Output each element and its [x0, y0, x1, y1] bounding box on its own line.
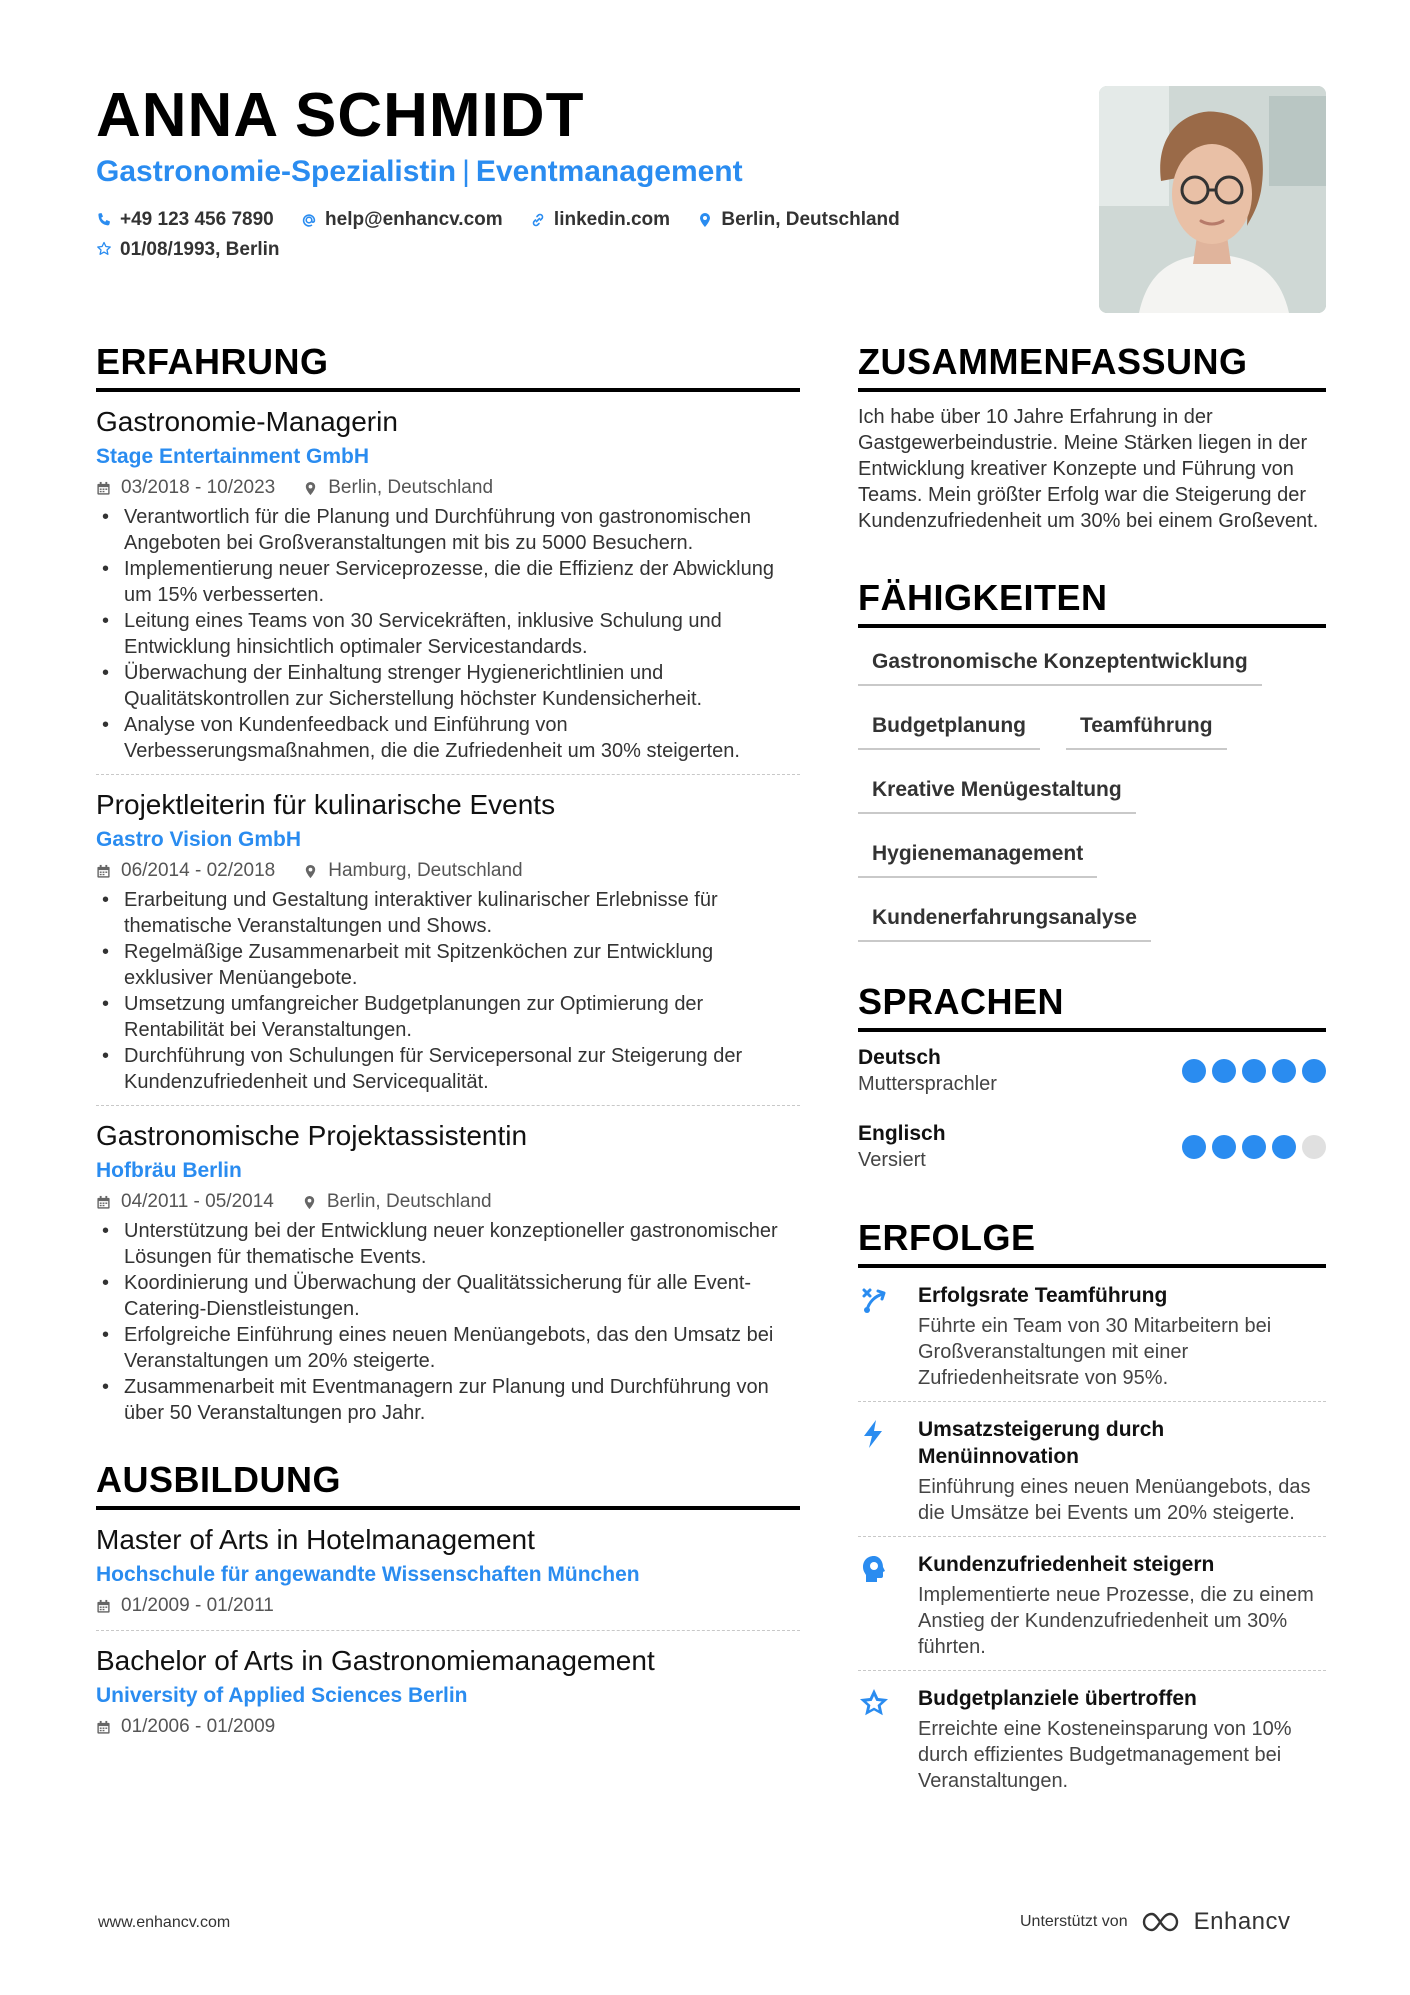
- title-part-1: Gastronomie-Spezialistin: [96, 155, 457, 188]
- location-pin-icon: [303, 481, 318, 496]
- job-location-text: Hamburg, Deutschland: [328, 860, 523, 881]
- job-meta: [96, 1188, 800, 1216]
- achievement-entry: [858, 1537, 1326, 1671]
- job-entry: [96, 392, 800, 775]
- email-text: help@enhancv.com: [325, 209, 503, 230]
- achievements-list: [858, 1268, 1326, 1804]
- job-entry: [96, 775, 800, 1106]
- team-progress-icon: [858, 1284, 890, 1316]
- education-dates-text: 01/2006 - 01/2009: [121, 1716, 276, 1737]
- job-meta: [96, 857, 800, 885]
- language-entry: [858, 1044, 1326, 1098]
- job-location-text: Berlin, Deutschland: [326, 1191, 492, 1212]
- education-dates-text: 01/2009 - 01/2011: [121, 1595, 274, 1616]
- phone-icon: [96, 212, 112, 228]
- skill-tag: Budgetplanung: [858, 702, 1040, 750]
- skill-tag: Teamführung: [1066, 702, 1227, 750]
- job-bullet: • Koordinierung und Überwachung der Qualitätssicherung für alle Event-Catering-Dienstleistungen.: [96, 1270, 800, 1322]
- job-bullet: • Umsetzung umfangreicher Budgetplanungen zur Optimierung der Rentabilität bei Veranstaltungen.: [96, 991, 800, 1043]
- job-bullet: • Unterstützung bei der Entwicklung neuer konzeptioneller gastronomischer Lösungen für thematische Events.: [96, 1218, 800, 1270]
- linkedin-text: linkedin.com: [553, 209, 671, 230]
- job-company: Hofbräu Berlin: [96, 1159, 242, 1182]
- education-degree: Master of Arts in Hotelmanagement: [96, 1524, 535, 1555]
- achievement-entry: [858, 1268, 1326, 1402]
- job-role: Gastronomische Projektassistentin: [96, 1120, 528, 1151]
- skills-list: [858, 638, 1326, 958]
- job-meta: [96, 474, 800, 502]
- job-bullets: [96, 1218, 800, 1426]
- summary-heading: ZUSAMMENFASSUNG: [858, 340, 1326, 392]
- language-name: Englisch: [858, 1122, 946, 1145]
- achievement-desc: Erreichte eine Kosteneinsparung von 10% durch effizientes Budgetmanagement bei Veranstaltungen.: [918, 1718, 1292, 1792]
- location-text: Berlin, Deutschland: [721, 209, 900, 230]
- language-level: Muttersprachler: [858, 1073, 997, 1095]
- footer-powered-by: [1020, 1908, 1291, 1936]
- calendar-icon: [96, 1599, 111, 1614]
- skill-tag: Kundenerfahrungsanalyse: [858, 894, 1151, 942]
- contact-info: [96, 206, 1096, 265]
- education-dates: [96, 1713, 275, 1741]
- job-dates-text: 04/2011 - 05/2014: [121, 1191, 274, 1212]
- education-heading: AUSBILDUNG: [96, 1458, 800, 1510]
- languages-heading: SPRACHEN: [858, 980, 1326, 1032]
- job-bullet: • Erarbeitung und Gestaltung interaktiver kulinarischer Erlebnisse für thematische Veranstaltungen und Shows.: [96, 887, 800, 939]
- candidate-title: [96, 154, 743, 190]
- head-idea-icon: [858, 1553, 890, 1585]
- education-list: [96, 1510, 800, 1751]
- infinity-logo-icon: [1140, 1910, 1186, 1934]
- skill-tag: Gastronomische Konzeptentwicklung: [858, 638, 1262, 686]
- rating-dot-filled: [1272, 1059, 1296, 1083]
- profile-photo: [1099, 86, 1326, 313]
- title-separator: |: [462, 155, 470, 188]
- contact-phone[interactable]: [96, 206, 274, 233]
- location-pin-icon: [302, 1195, 317, 1210]
- job-bullet: • Verantwortlich für die Planung und Durchführung von gastronomischen Angeboten bei Großveranstaltungen mit bis zu 5000 Besuchern.: [96, 504, 800, 556]
- footer-website[interactable]: www.enhancv.com: [98, 1914, 231, 1931]
- education-meta: [96, 1713, 800, 1741]
- job-bullet: • Zusammenarbeit mit Eventmanagern zur Planung und Durchführung von über 50 Veranstaltungen pro Jahr.: [96, 1374, 800, 1426]
- education-school: University of Applied Sciences Berlin: [96, 1684, 468, 1707]
- rating-dot-filled: [1182, 1135, 1206, 1159]
- lightning-icon: [858, 1418, 890, 1450]
- skills-heading: FÄHIGKEITEN: [858, 576, 1326, 628]
- education-entry: [96, 1631, 800, 1751]
- right-column: [858, 340, 1326, 1804]
- language-rating: [1176, 1059, 1326, 1083]
- job-bullet: • Überwachung der Einhaltung strenger Hygienerichtlinien und Qualitätskontrollen zur Sicherstellung höchster Kundensicherheit.: [96, 660, 800, 712]
- job-bullet: • Analyse von Kundenfeedback und Einführung von Verbesserungsmaßnahmen, die die Zufriedenheit um 30% steigerten.: [96, 712, 800, 764]
- brand-text: Enhancv: [1193, 1908, 1291, 1935]
- calendar-icon: [96, 481, 111, 496]
- rating-dot-filled: [1212, 1135, 1236, 1159]
- birth-text: 01/08/1993, Berlin: [120, 238, 280, 260]
- experience-list: [96, 392, 800, 1436]
- language-entry: [858, 1120, 1326, 1174]
- powered-by-text: Unterstützt von: [1020, 1913, 1128, 1930]
- job-dates: [96, 474, 275, 502]
- job-dates: [96, 857, 275, 885]
- left-column: [96, 340, 800, 1751]
- education-degree: Bachelor of Arts in Gastronomiemanagement: [96, 1645, 655, 1676]
- job-location: [303, 474, 493, 502]
- achievement-desc: Führte ein Team von 30 Mitarbeitern bei Großveranstaltungen mit einer Zufriedenheitsrate von 95%.: [918, 1315, 1272, 1389]
- achievement-desc: Einführung eines neuen Menüangebots, das die Umsätze bei Events um 20% steigerte.: [918, 1476, 1311, 1524]
- education-dates: [96, 1592, 274, 1620]
- rating-dot-filled: [1272, 1135, 1296, 1159]
- job-dates: [96, 1188, 274, 1216]
- achievement-title: Budgetplanziele übertroffen: [918, 1687, 1197, 1710]
- rating-dot-filled: [1242, 1135, 1266, 1159]
- location-pin-icon: [303, 864, 318, 879]
- enhancv-logo[interactable]: [1140, 1908, 1291, 1936]
- skill-tag: Hygienemanagement: [858, 830, 1097, 878]
- calendar-icon: [96, 864, 111, 879]
- job-bullet: • Leitung eines Teams von 30 Servicekräften, inklusive Schulung und Entwicklung hinsichtlich optimaler Servicestandards.: [96, 608, 800, 660]
- education-entry: [96, 1510, 800, 1631]
- achievement-entry: [858, 1671, 1326, 1804]
- rating-dot-filled: [1302, 1059, 1326, 1083]
- experience-heading: ERFAHRUNG: [96, 340, 800, 392]
- rating-dot-filled: [1212, 1059, 1236, 1083]
- job-role: Gastronomie-Managerin: [96, 406, 398, 437]
- at-sign-icon: [301, 212, 317, 228]
- achievement-title: Erfolgsrate Teamführung: [918, 1284, 1168, 1307]
- job-bullets: [96, 887, 800, 1095]
- job-bullet: • Erfolgreiche Einführung eines neuen Menüangebots, das den Umsatz bei Veranstaltungen um 20% steigerte.: [96, 1322, 800, 1374]
- star-icon: [858, 1687, 890, 1719]
- job-role: Projektleiterin für kulinarische Events: [96, 789, 556, 820]
- link-icon: [530, 212, 546, 228]
- rating-dot-filled: [1242, 1059, 1266, 1083]
- job-location: [303, 857, 522, 885]
- language-level: Versiert: [858, 1149, 926, 1171]
- language-name: Deutsch: [858, 1046, 941, 1069]
- skill-tag: Kreative Menügestaltung: [858, 766, 1136, 814]
- rating-dot-empty: [1302, 1135, 1326, 1159]
- job-dates-text: 06/2014 - 02/2018: [121, 860, 276, 881]
- education-school: Hochschule für angewandte Wissenschaften München: [96, 1563, 640, 1586]
- job-bullet: • Regelmäßige Zusammenarbeit mit Spitzenköchen zur Entwicklung exklusiver Menüangebote.: [96, 939, 800, 991]
- job-company: Stage Entertainment GmbH: [96, 445, 370, 468]
- portrait-illustration: [1099, 86, 1326, 313]
- job-bullet: • Durchführung von Schulungen für Servicepersonal zur Steigerung der Kundenzufriedenheit und Servicequalität.: [96, 1043, 800, 1095]
- contact-email[interactable]: [301, 206, 503, 233]
- achievements-heading: ERFOLGE: [858, 1216, 1326, 1268]
- achievement-title: Umsatzsteigerung durch Menüinnovation: [918, 1418, 1165, 1468]
- summary-text: Ich habe über 10 Jahre Erfahrung in der Gastgewerbeindustrie. Meine Stärken liegen in der Entwicklung kreativer Konzepte und Führung von Teams. Mein größter Erfolg war die Steigerung der Kundenzufriedenheit um 30% bei einem Großevent.: [858, 406, 1319, 532]
- calendar-icon: [96, 1720, 111, 1735]
- phone-text: +49 123 456 7890: [120, 209, 274, 230]
- job-dates-text: 03/2018 - 10/2023: [121, 477, 276, 498]
- languages-list: [858, 1044, 1326, 1174]
- calendar-icon: [96, 1195, 111, 1210]
- location-pin-icon: [697, 212, 713, 228]
- job-company: Gastro Vision GmbH: [96, 828, 301, 851]
- job-bullet: • Implementierung neuer Serviceprozesse, die die Effizienz der Abwicklung um 15% verbesserten.: [96, 556, 800, 608]
- achievement-title: Kundenzufriedenheit steigern: [918, 1553, 1215, 1576]
- achievement-entry: [858, 1402, 1326, 1537]
- job-bullets: [96, 504, 800, 764]
- job-entry: [96, 1106, 800, 1436]
- contact-location: [697, 206, 899, 233]
- achievement-desc: Implementierte neue Prozesse, die zu einem Anstieg der Kundenzufriedenheit um 30% führten.: [918, 1584, 1314, 1658]
- job-location: [302, 1188, 492, 1216]
- education-meta: [96, 1592, 800, 1620]
- candidate-name: ANNA SCHMIDT: [96, 81, 585, 150]
- title-part-2: Eventmanagement: [475, 155, 743, 188]
- star-outline-icon: [96, 241, 112, 257]
- rating-dot-filled: [1182, 1059, 1206, 1083]
- contact-birth: [96, 236, 280, 263]
- contact-linkedin[interactable]: [530, 206, 670, 233]
- language-rating: [1176, 1135, 1326, 1159]
- job-location-text: Berlin, Deutschland: [328, 477, 494, 498]
